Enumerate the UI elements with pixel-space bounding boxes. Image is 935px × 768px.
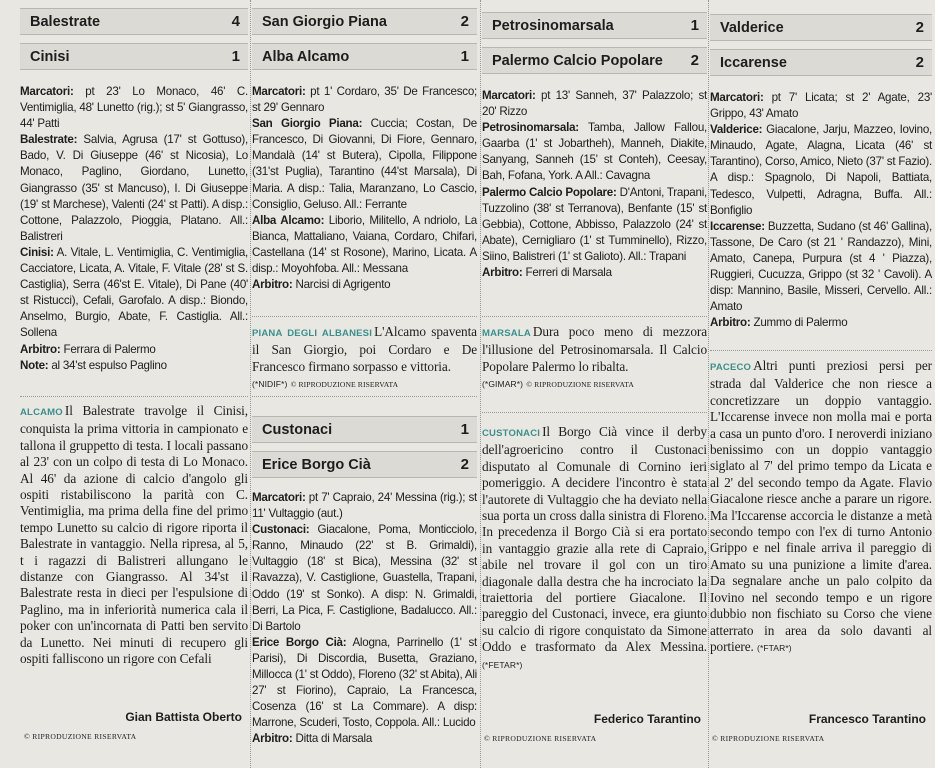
marcatori-text: pt 1' Cordaro, 35' De Francesco; st 29' Gennaro [252,85,477,115]
copyright: © RIPRODUZIONE RISERVATA [24,732,137,741]
byline: Gian Battista Oberto [125,710,242,724]
team-name: Cinisi [30,48,70,65]
label-home-lineup: Petrosinomarsala: [482,121,579,135]
away-lineup: Alogna, Parrinello (1' st Parisi), Di Discordia, Busetta, Graziano, Millocca (1' st Oddo), Floreno (32' st Abita), Ali 27' st Fiorino), Capraio, La Francesca, Cosenza (16' st La Commare). A disp: Marrone, Scuderi, Tosto, Coppola. All.: Lucido [252,635,477,730]
score-row-home [482,12,707,39]
team-name: Palermo Calcio Popolare [492,52,663,69]
scoreboard-custonaci-erice [252,416,477,478]
team-name: Petrosinomarsala [492,17,614,34]
home-lineup: Tamba, Jallow Fallou, Gaarba (1' st Jobartheh), Manneh, Diakite, Sanyang, Sanneh (15' st Conteh), Ceesay, Bah, Fofana, York. A All.: Cavagna [482,121,707,183]
away-lineup: Liborio, Militello, A ndriolo, La Bianca, Mattaliano, Vaiana, Cordaro, Chifari, Castellana (14' st Rosone), Marino, Licata. A disp.: Moyohfoba. All.: Messana [252,213,477,276]
label-marcatori: Marcatori: [252,85,306,98]
story-text: Il Balestrate travolge il Cinisi, conquista la prima vittoria in campionato e tallona il gruppetto di testa. I locali passano al 23' con un colpo di testa di Lo Monaco. Al 46' da azione di calcio d'angolo gli ospiti ristabiliscono la parità con C. Ventimiglia, ma prima della fine del primo tempo Lunetto su calcio di rigore riporta il Balestrate in vantaggio. Nella ripresa, al 5, t i ragazzi di Balistreri allungano le distanze con Giangrasso. Al 34'st il Balestrate resta in dieci per l'espulsione di Paglino, ma in inferiorità numerica cala il poker con un'incornata di Patti ben servito da Lunetto. Nei minuti di recupero gli ospiti falliscono un rigore con Cefali [20,403,248,667]
scoreboard-petrosino-palermo [482,12,707,74]
copyright: © RIPRODUZIONE RISERVATA [526,380,634,390]
label-home-lineup: San Giorgio Piana: [252,117,363,131]
author-tag: (*GIMAR*) [482,379,524,390]
home-lineup: Cuccia; Costan, De Francesco, Di Giovanni, Di Fiore, Gennaro, Mandalà (14' st Butera), Cipolla, Filippone (31'st Puglia), Tarantino (44'st Marsala), Di Maria. A disp.: Talia, Maranzano, Lo Cascio, Consiglio, Geluso. All.: Ferrante [252,117,477,211]
label-marcatori: Marcatori: [482,89,536,102]
home-lineup: Giacalone, Jarju, Mazzeo, Iovino, Minaudo, Agate, Alagna, Licata (46' st Tarantino), Corso, Amico, Nieto (37' st Fazio). A disp.: Spagnolo, Di Napoli, Battiata, Tedesco, Vulpetti, Adragna, Buffa. All.: Bonfiglio [710,123,932,217]
label-arbitro: Arbitro: [20,342,61,356]
scoreboard-valderice-iccarense [710,14,932,76]
story-text: Dura poco meno di mezzora l'illusione del Petrosinomarsala. Il Calcio Popolare Palermo lo ribalta. [482,324,707,374]
label-home-lineup: Balestrate: [20,133,78,147]
label-home-lineup: Valderice: [710,123,763,137]
team-goals: 1 [231,48,240,65]
label-marcatori: Marcatori: [20,85,74,98]
label-away-lineup: Erice Borgo Cià: [252,635,347,649]
arbitro-text: Ditta di Marsala [292,732,373,746]
score-row-home [20,8,248,35]
divider [20,396,248,397]
kicker: PACECO [710,362,752,373]
column-4 [710,0,932,768]
column-rule [708,0,709,768]
column-1 [20,0,248,768]
label-marcatori: Marcatori: [710,91,764,104]
away-lineup: D'Antoni, Trapani, Tuzzolino (38' st Terranova), Benfante (15' st Gebbia), Cottone, Abbisso, Palazzolo (24' st Abate), Cernigliaro (1' st Tumminello), Rizzo, Siino, Balistreri (1' st Galioto). All.: Trapani [482,185,707,263]
author-tag: (*NIDIF*) [252,379,288,390]
team-name: Custonaci [262,421,333,438]
score-row-home [710,14,932,41]
label-away-lineup: Iccarense: [710,219,765,233]
story-marsala [482,324,707,394]
label-home-lineup: Custonaci: [252,523,310,537]
away-lineup: Buzzetta, Sudano (st 46' Gallina), Tassone, De Caro (st 21 ' Randazzo), Mini, Amato, Canepa, Purpura (st 4 ' Piazza), Ruggieri, Cucuzza, Grippo (st 32 ' Cavoli). A disp: Mannino, Basile, Misseri, Cervello. All.: Amato [710,219,932,314]
match-stats [252,84,477,293]
marcatori-text: pt 23' Lo Monaco, 46' C. Ventimiglia, 48' Lunetto (rig.); st 5' Giangrasso, 44' Patti [20,85,248,131]
label-marcatori: Marcatori: [252,491,306,504]
byline: Federico Tarantino [593,712,701,726]
story-text: Altri punti preziosi persi per strada dal Valderice che non riesce a concretizzare un doppio vantaggio. L'Iccarense invece non molla mai e porta a casa un punto d'oro. I neroverdi iniziano benissimo con un doppio vantaggio siglato al 7' del primo tempo da Licata e al 2' del secondo tempo da Agate. Flavio Giacalone riesce anche a parare un rigore. Ma l'Iccarense accorcia le distanze a metà secondo tempo con l'ex di turno Antonio Grippo e nel finale arriva il pareggio di Amato su una punizione a limite d'area. Da segnalare anche un palo colpito da Iovino nel secondo tempo e un rigore dubbio non fischiato su Corso che viene atterrato in area da solo davanti al portiere. [710,358,932,654]
team-goals: 2 [915,19,924,36]
label-away-lineup: Cinisi: [20,245,54,259]
arbitro-text: Ferrara di Palermo [60,342,156,356]
score-row-away [252,43,477,70]
copyright: © RIPRODUZIONE RISERVATA [290,380,399,390]
marcatori-text: pt 7' Licata; st 2' Agate, 23' Grippo, 43' Amato [710,91,932,121]
divider [710,350,932,351]
scoreboard-sangiorgio-alcamo [252,8,477,70]
story-text: Il Borgo Cià vince il derby dell'agroericino contro il Custonaci disputato al Comunale di Cornino ieri pomeriggio. A decidere l'incontro è stata l'autorete di Vultaggio che ha deviato nella sua porta un cross dalla sinistra di Floreno. In precedenza il Borgo Cià si era portato in vantaggio grazie alla rete di Capraio, abile nel trovare il gol con un tiro diagonale dalla destra che ha incrociato la traiettoria del portiere Giacalone. Il pareggio del Custonaci, invece, era giunto su calcio di rigore conquistato da Simone Oddo e trasformato da Alex Messina. [482,424,707,655]
column-3 [482,0,707,768]
label-arbitro: Arbitro: [252,278,293,292]
column-2 [252,0,477,768]
story-paceco [710,358,932,656]
score-row-home [252,8,477,35]
score-row-away [482,47,707,74]
author-tag: (*FTAR*) [757,642,792,653]
match-stats [20,84,248,374]
kicker: ALCAMO [20,407,63,418]
kicker: CUSTONACI [482,428,541,439]
arbitro-text: Zummo di Palermo [750,316,848,330]
scoreboard-balestrate-cinisi [20,8,248,70]
team-goals: 2 [690,52,699,69]
score-row-away [252,451,477,478]
home-lineup: Salvia, Agrusa (17' st Gottuso), Bado, V. Di Giuseppe (46' st Nicosia), Lo Monaco, Paglino, Giordano, Lunetto, Giangrasso (35' st Mancuso), I. Di Giuseppe (19' st Marchese), Valenti (24' st Patti). A disp.: Cottone, Palazzolo, Pioggia, Platano. All.: Balistreri [20,133,248,243]
score-row-away [710,49,932,76]
column-rule [480,0,481,768]
team-goals: 1 [460,421,469,438]
byline: Francesco Tarantino [808,712,926,726]
author-tag: (*FETAR*) [482,659,523,670]
team-goals: 4 [231,13,240,30]
team-goals: 2 [460,456,469,473]
score-row-away [20,43,248,70]
note-text: al 34'st espulso Paglino [48,358,167,372]
team-name: Erice Borgo Cià [262,456,371,473]
copyright: © RIPRODUZIONE RISERVATA [712,734,825,743]
match-stats [252,490,477,748]
arbitro-text: Narcisi di Agrigento [292,278,391,292]
score-row-home [252,416,477,443]
label-arbitro: Arbitro: [482,266,523,280]
divider [252,316,477,317]
story-alcamo [20,403,248,668]
label-note: Note: [20,358,49,372]
team-name: Iccarense [720,54,787,71]
divider [482,316,707,317]
match-stats [710,90,932,331]
divider [252,396,477,397]
story-text: L'Alcamo spaventa il San Giorgio, poi Cordaro e De Francesco firmano sorpasso e vittoria. [252,324,477,374]
story-piana [252,324,477,394]
label-arbitro: Arbitro: [252,732,293,746]
story-custonaci [482,424,707,673]
team-goals: 2 [915,54,924,71]
copyright: © RIPRODUZIONE RISERVATA [484,734,597,743]
away-lineup: A. Vitale, L. Ventimiglia, C. Ventimiglia, Cacciatore, Licata, A. Vitale, F. Vitale (28' st S. Castiglia), Serra (46'st E. Vitale), Di Pane (40' st Ristucci), Cefali, Garofalo. A disp.: Biondo, Anselmo, Burgio, Abate, F. Castiglia. All.: Sollena [20,245,248,340]
divider [482,412,707,413]
marcatori-text: pt 7' Capraio, 24' Messina (rig.); st 11' Vultaggio (aut.) [252,491,477,521]
team-name: San Giorgio Piana [262,13,387,30]
label-away-lineup: Palermo Calcio Popolare: [482,185,617,199]
team-goals: 2 [460,13,469,30]
team-goals: 1 [460,48,469,65]
arbitro-text: Ferreri di Marsala [522,266,612,280]
team-name: Balestrate [30,13,101,30]
home-lineup: Giacalone, Poma, Monticciolo, Ranno, Minaudo (22' st B. Grimaldi), Vultaggio (18' st Bica), Messina (32' st Ravazza), V. Castiglione, Guastella, Trapani, Oddo (19' st Sonko). A disp: N. Grimaldi, Berri, La Pica, F. Castiglione, Badalucco. All.: Di Bartolo [252,523,477,633]
team-name: Valderice [720,19,784,36]
kicker: MARSALA [482,328,531,339]
match-stats [482,88,707,281]
label-away-lineup: Alba Alcamo: [252,213,325,227]
label-arbitro: Arbitro: [710,316,751,330]
kicker: PIANA DEGLI ALBANESI [252,328,373,339]
team-name: Alba Alcamo [262,48,350,65]
column-rule [250,0,251,768]
marcatori-text: pt 13' Sanneh, 37' Palazzolo; st 20' Rizzo [482,89,707,119]
team-goals: 1 [690,17,699,34]
